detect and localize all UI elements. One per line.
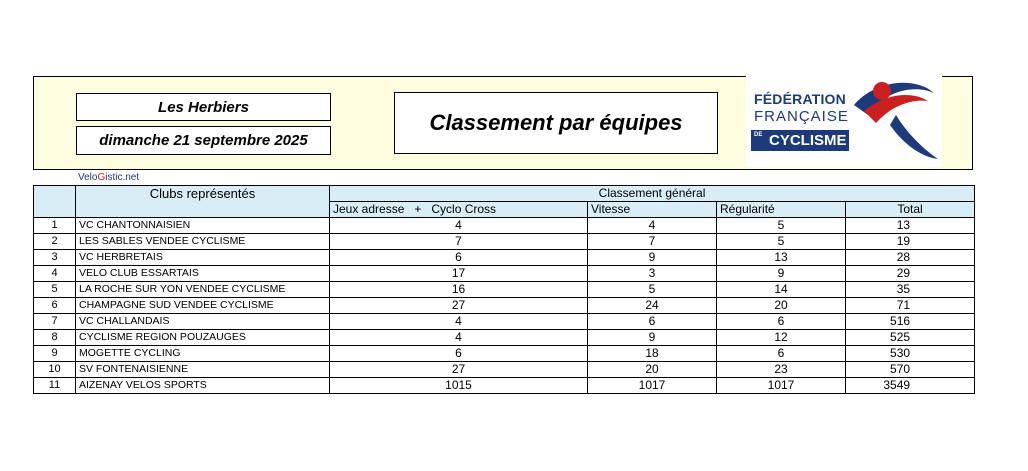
vitesse-cell: 7 (588, 234, 717, 250)
total-cell: 516 (846, 314, 975, 330)
group-header: Classement général (330, 186, 975, 202)
club-cell: VC HERBRETAIS (76, 250, 330, 266)
venue-name: Les Herbiers (76, 93, 331, 121)
table-row (34, 330, 975, 346)
regularite-cell: 12 (717, 330, 846, 346)
table-row (34, 250, 975, 266)
clubs-header: Clubs représentés (76, 186, 330, 218)
jeux-cell: 7 (330, 234, 588, 250)
table-row (34, 314, 975, 330)
club-cell: CHAMPAGNE SUD VENDEE CYCLISME (76, 298, 330, 314)
club-cell: AIZENAY VELOS SPORTS (76, 378, 330, 394)
regularite-cell: 13 (717, 250, 846, 266)
rank-cell: 3 (34, 250, 76, 266)
club-cell: LA ROCHE SUR YON VENDEE CYCLISME (76, 282, 330, 298)
rank-cell: 11 (34, 378, 76, 394)
total-cell: 525 (846, 330, 975, 346)
regularite-cell: 5 (717, 218, 846, 234)
jeux-cell: 17 (330, 266, 588, 282)
table-row (34, 234, 975, 250)
club-cell: SV FONTENAISIENNE (76, 362, 330, 378)
cyclist-swoosh-icon (846, 75, 942, 167)
regularite-cell: 6 (717, 314, 846, 330)
total-cell: 28 (846, 250, 975, 266)
vitesse-cell: 9 (588, 330, 717, 346)
total-cell: 13 (846, 218, 975, 234)
jeux-cell: 4 (330, 314, 588, 330)
table-body (34, 218, 975, 394)
regularite-cell: 5 (717, 234, 846, 250)
header-band (33, 76, 973, 170)
total-cell: 3549 (846, 378, 975, 394)
event-date: dimanche 21 septembre 2025 (76, 126, 331, 155)
logo-line-francaise: FRANÇAISE (754, 108, 849, 125)
jeux-cell: 16 (330, 282, 588, 298)
rank-cell: 2 (34, 234, 76, 250)
jeux-cell: 6 (330, 250, 588, 266)
vitesse-cell: 24 (588, 298, 717, 314)
club-cell: LES SABLES VENDEE CYCLISME (76, 234, 330, 250)
vitesse-cell: 18 (588, 346, 717, 362)
credit-part3: istic.net (105, 172, 140, 183)
table-row (34, 362, 975, 378)
rank-cell: 4 (34, 266, 76, 282)
regularite-cell: 23 (717, 362, 846, 378)
vitesse-cell: 4 (588, 218, 717, 234)
club-cell: VC CHANTONNAISIEN (76, 218, 330, 234)
logo-line-federation: FÉDÉRATION (754, 91, 846, 107)
logo-prefix: DE (754, 132, 763, 138)
jeux-cell: 4 (330, 330, 588, 346)
jeux-cell: 27 (330, 298, 588, 314)
total-cell: 570 (846, 362, 975, 378)
rank-cell: 5 (34, 282, 76, 298)
total-cell: 29 (846, 266, 975, 282)
table-row (34, 378, 975, 394)
jeux-cell: 4 (330, 218, 588, 234)
col-header-jeux: Jeux adresse + Cyclo Cross (330, 202, 588, 218)
vitesse-cell: 5 (588, 282, 717, 298)
total-cell: 35 (846, 282, 975, 298)
regularite-cell: 20 (717, 298, 846, 314)
rank-cell: 6 (34, 298, 76, 314)
team-ranking-table (33, 185, 975, 394)
table-row (34, 266, 975, 282)
total-cell: 530 (846, 346, 975, 362)
vitesse-cell: 6 (588, 314, 717, 330)
col-header-vitesse: Vitesse (588, 202, 717, 218)
vitesse-cell: 20 (588, 362, 717, 378)
credit-velogistic (78, 172, 139, 183)
rank-header (34, 186, 76, 218)
col-header-regularite: Régularité (717, 202, 846, 218)
credit-part2: G (97, 172, 106, 183)
jeux-cell: 27 (330, 362, 588, 378)
club-cell: VELO CLUB ESSARTAIS (76, 266, 330, 282)
rank-cell: 7 (34, 314, 76, 330)
table-row (34, 298, 975, 314)
rank-cell: 10 (34, 362, 76, 378)
ffc-logo (746, 75, 942, 167)
table-row (34, 346, 975, 362)
jeux-cell: 6 (330, 346, 588, 362)
club-cell: MOGETTE CYCLING (76, 346, 330, 362)
col-header-total: Total (846, 202, 975, 218)
vitesse-cell: 9 (588, 250, 717, 266)
total-cell: 71 (846, 298, 975, 314)
logo-line-cyclisme: CYCLISME (769, 132, 847, 149)
credit-part1: Velo (78, 172, 98, 183)
regularite-cell: 14 (717, 282, 846, 298)
vitesse-cell: 3 (588, 266, 717, 282)
rank-cell: 9 (34, 346, 76, 362)
rank-cell: 8 (34, 330, 76, 346)
vitesse-cell: 1017 (588, 378, 717, 394)
table-row (34, 282, 975, 298)
club-cell: CYCLISME REGION POUZAUGES (76, 330, 330, 346)
total-cell: 19 (846, 234, 975, 250)
rank-cell: 1 (34, 218, 76, 234)
jeux-cell: 1015 (330, 378, 588, 394)
regularite-cell: 9 (717, 266, 846, 282)
table-row (34, 218, 975, 234)
regularite-cell: 6 (717, 346, 846, 362)
regularite-cell: 1017 (717, 378, 846, 394)
page-title: Classement par équipes (394, 92, 718, 154)
club-cell: VC CHALLANDAIS (76, 314, 330, 330)
